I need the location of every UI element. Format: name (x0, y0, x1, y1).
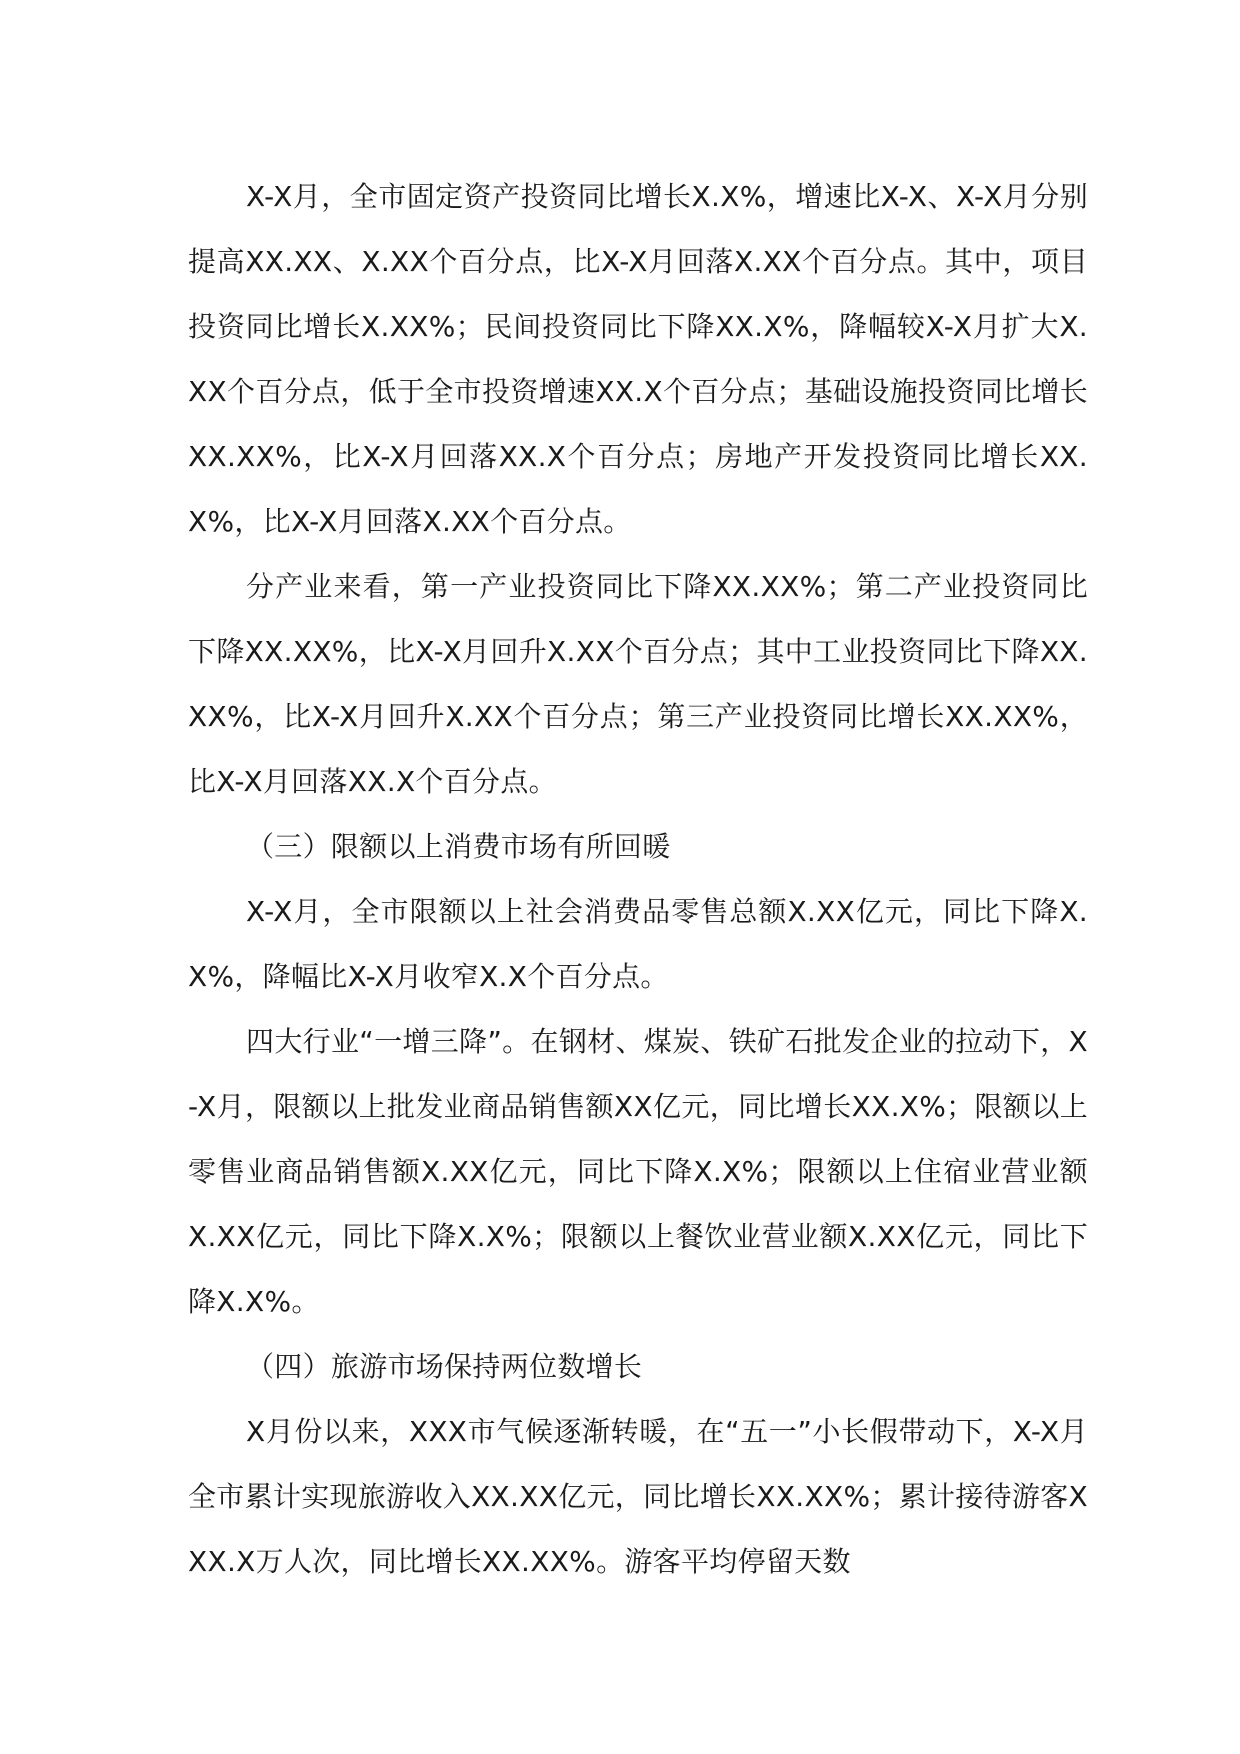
paragraph-investment-by-industry: 分产业来看，第一产业投资同比下降XX.XX%；第二产业投资同比下降XX.XX%，比X-X月回升X.XX个百分点；其中工业投资同比下降XX.XX%，比X-X月回升X.XX个百分点；第三产业投资同比增长XX.XX%，比X-X月回落XX.X个百分点。 (188, 570, 1088, 798)
section-heading-tourism-market: （四）旅游市场保持两位数增长 (246, 1350, 643, 1383)
document-body (188, 164, 1088, 1594)
paragraph-four-industries: 四大行业“一增三降”。在钢材、煤炭、铁矿石批发企业的拉动下，X-X月，限额以上批发业商品销售额XX亿元，同比增长XX.X%；限额以上零售业商品销售额X.XX亿元，同比下降X.X%；限额以上住宿业营业额X.XX亿元，同比下降X.X%；限额以上餐饮业营业额X.XX亿元，同比下降X.X%。 (188, 1025, 1088, 1318)
section-heading-consumer-market: （三）限额以上消费市场有所回暖 (246, 830, 671, 863)
paragraph-retail-sales: X-X月，全市限额以上社会消费品零售总额X.XX亿元，同比下降X.X%，降幅比X-X月收窄X.X个百分点。 (188, 895, 1088, 993)
paragraph-tourism: X月份以来，XXX市气候逐渐转暖，在“五一”小长假带动下，X-X月全市累计实现旅游收入XX.XX亿元，同比增长XX.XX%；累计接待游客XXX.X万人次，同比增长XX.XX%。游客平均停留天数 (188, 1415, 1088, 1578)
paragraph-fixed-asset-investment: X-X月，全市固定资产投资同比增长X.X%，增速比X-X、X-X月分别提高XX.XX、X.XX个百分点，比X-X月回落X.XX个百分点。其中，项目投资同比增长X.XX%；民间投资同比下降XX.X%，降幅较X-X月扩大X.XX个百分点，低于全市投资增速XX.X个百分点；基础设施投资同比增长XX.XX%，比X-X月回落XX.X个百分点；房地产开发投资同比增长XX.X%，比X-X月回落X.XX个百分点。 (188, 180, 1088, 538)
